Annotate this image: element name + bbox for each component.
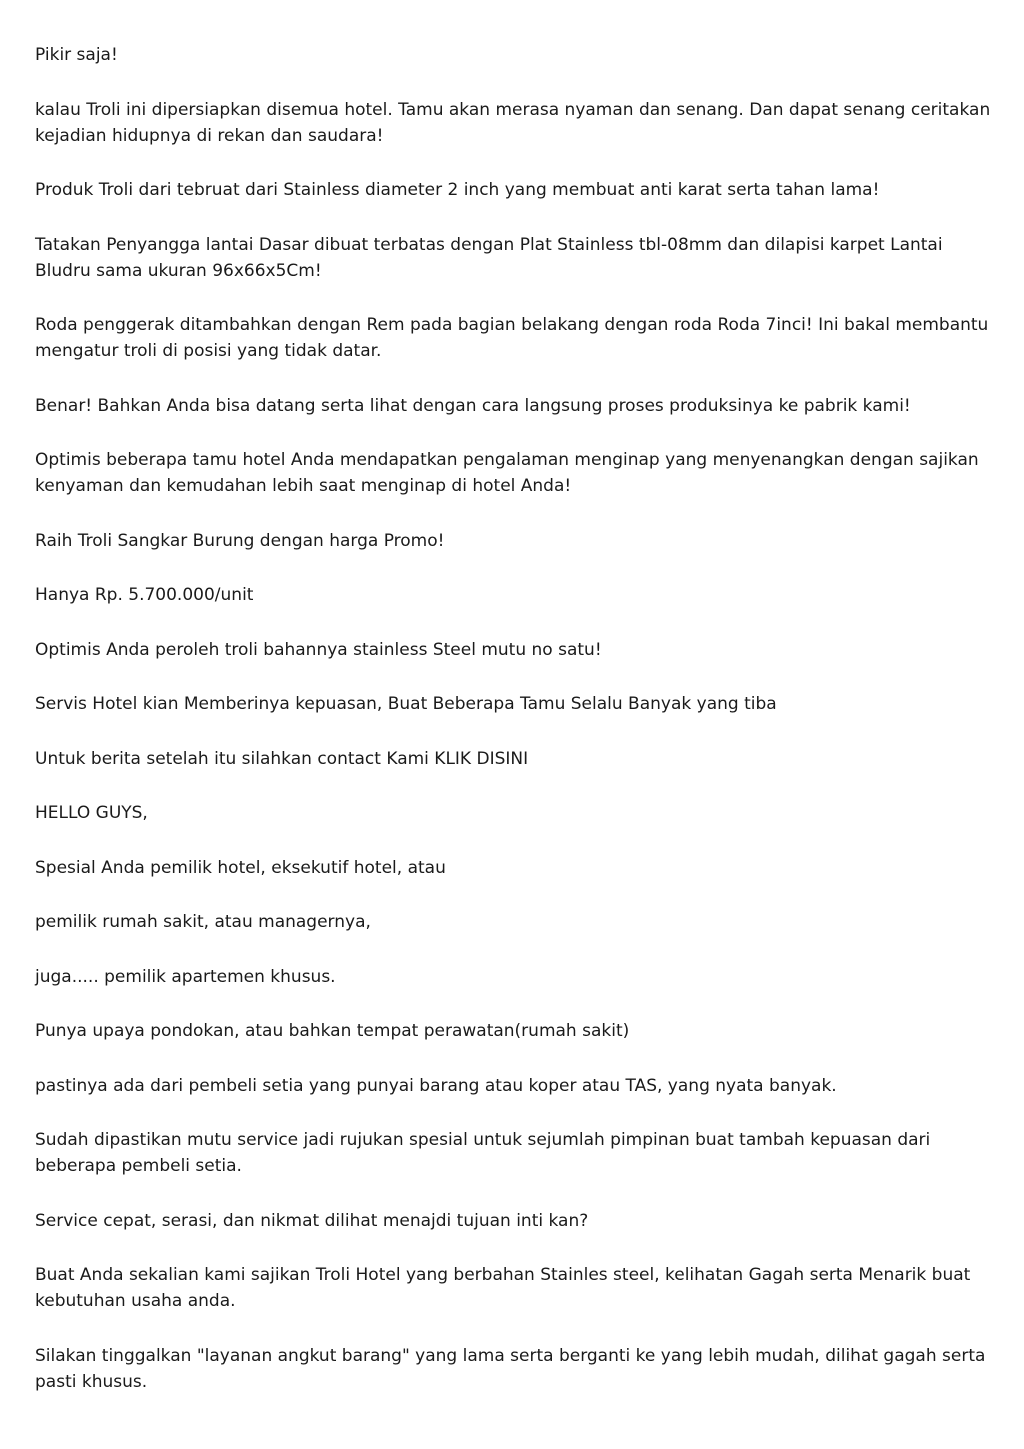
paragraph-17: Punya upaya pondokan, atau bahkan tempat perawatan(rumah sakit) [35,1021,630,1041]
paragraph-20: Service cepat, serasi, dan nikmat dilihat menajdi tujuan inti kan? [35,1210,589,1231]
paragraph-5: Roda penggerak ditambahkan dengan Rem pada bagian belakang dengan roda Roda 7inci! Ini bakal membantu mengatur troli di posisi yang tidak datar. [35,315,989,361]
paragraph-11: Servis Hotel kian Memberinya kepuasan, Buat Beberapa Tamu Selalu Banyak yang tiba [35,694,777,714]
paragraph-4: Tatakan Penyangga lantai Dasar dibuat terbatas dengan Plat Stainless tbl-08mm dan dilapisi karpet Lantai Bludru sama ukuran 96x66x5Cm! [35,234,943,281]
paragraph-16: juga..... pemilik apartemen khusus. [35,966,336,987]
paragraph-3: Produk Troli dari tebruat dari Stainless diameter 2 inch yang membuat anti karat serta tahan lama! [35,180,880,200]
paragraph-14: Spesial Anda pemilik hotel, eksekutif hotel, atau [35,857,446,878]
paragraph-19: Sudah dipastikan mutu service jadi rujukan spesial untuk sejumlah pimpinan buat tambah kepuasan dari beberapa pembeli setia. [35,1130,931,1176]
paragraph-greeting: HELLO GUYS, [35,803,148,823]
paragraph-10: Optimis Anda peroleh troli bahannya stainless Steel mutu no satu! [35,639,602,660]
paragraph-18: pastinya ada dari pembeli setia yang punyai barang atau koper atau TAS, yang nyata banyak. [35,1075,837,1096]
paragraph-1: Pikir saja! [35,45,118,65]
paragraph-7: Optimis beberapa tamu hotel Anda mendapatkan pengalaman menginap yang menyenangkan dengan sajikan kenyaman dan kemudahan lebih saat menginap di hotel Anda! [35,450,979,496]
paragraph-price: Hanya Rp. 5.700.000/unit [35,585,254,605]
paragraph-contact: Untuk berita setelah itu silahkan contact Kami KLIK DISINI [35,748,529,769]
paragraph-8: Raih Troli Sangkar Burung dengan harga Promo! [35,530,445,551]
paragraph-22: Silakan tinggalkan "layanan angkut barang" yang lama serta berganti ke yang lebih mudah, dilihat gagah serta pasti khusus. [35,1345,986,1392]
paragraph-6: Benar! Bahkan Anda bisa datang serta lihat dengan cara langsung proses produksinya ke pabrik kami! [35,395,911,416]
paragraph-21: Buat Anda sekalian kami sajikan Troli Hotel yang berbahan Stainles steel, kelihatan Gagah serta Menarik buat kebutuhan usaha anda. [35,1265,971,1311]
paragraph-2: kalau Troli ini dipersiapkan disemua hotel. Tamu akan merasa nyaman dan senang. Dan dapat senang ceritakan kejadian hidupnya di rekan dan saudara! [35,99,991,146]
document-page [35,42,995,1423]
paragraph-15: pemilik rumah sakit, atau managernya, [35,912,371,932]
